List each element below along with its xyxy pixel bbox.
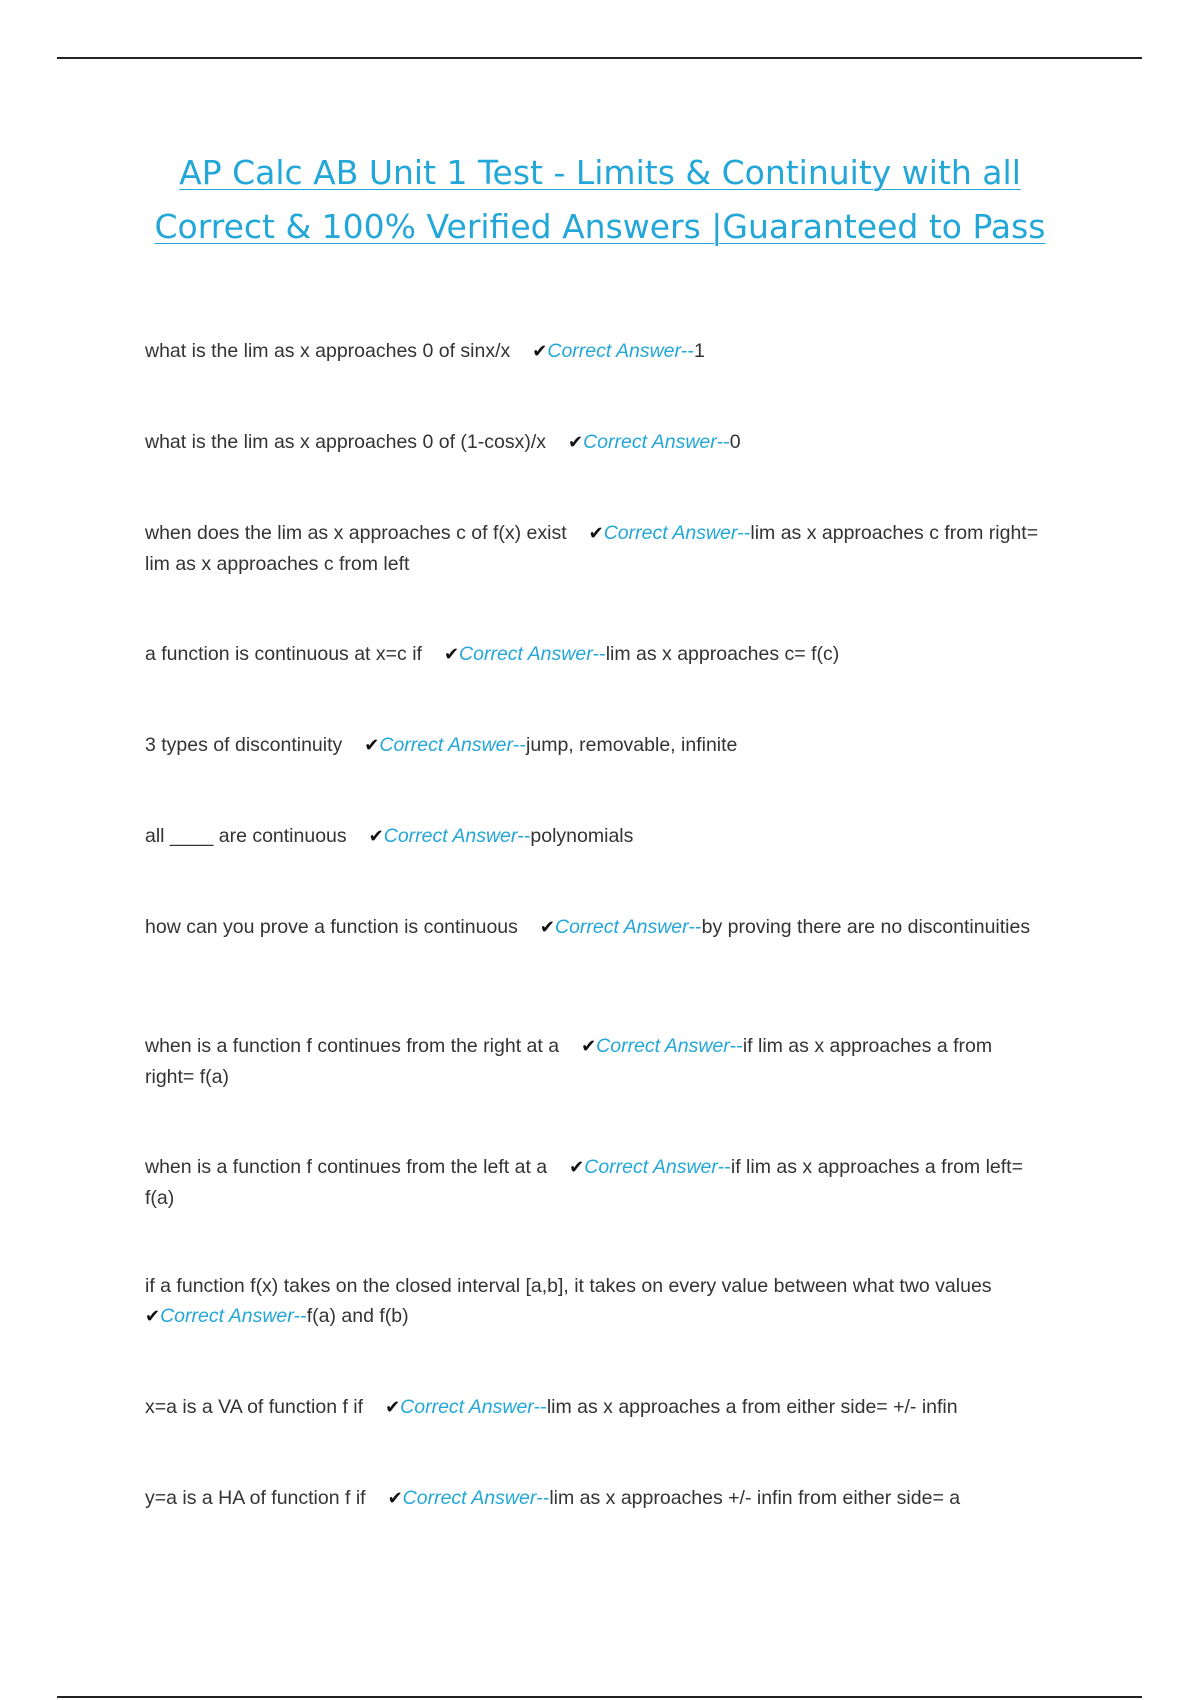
question-text: when does the lim as x approaches c of f(x) exist — [145, 522, 567, 544]
answer-label: Correct Answer — [547, 340, 682, 362]
check-icon: ✔ — [145, 1306, 161, 1327]
qa-item — [145, 1483, 1045, 1514]
answer-separator: -- — [293, 1305, 307, 1327]
qa-item — [145, 1152, 1045, 1213]
answer-separator: -- — [533, 1396, 547, 1418]
answer-text: lim as x approaches +/- infin from either side= a — [549, 1487, 961, 1509]
qa-item — [145, 518, 1045, 579]
qa-item — [145, 1271, 1045, 1332]
answer-separator: -- — [688, 916, 702, 938]
title-line-1[interactable]: AP Calc AB Unit 1 Test - Limits & Continuity with all — [179, 153, 1021, 192]
question-text: if a function f(x) takes on the closed interval [a,b], it takes on every value between what two values — [145, 1275, 992, 1297]
check-icon: ✔ — [581, 1036, 597, 1057]
question-text: what is the lim as x approaches 0 of sinx/x — [145, 340, 511, 362]
answer-text: f(a) and f(b) — [306, 1305, 409, 1327]
check-icon: ✔ — [443, 644, 460, 665]
answer-label: Correct Answer — [555, 916, 689, 938]
question-text: x=a is a VA of function f if — [145, 1396, 364, 1418]
qa-item — [145, 427, 1045, 458]
answer-separator: -- — [536, 1487, 550, 1509]
qa-item — [145, 1031, 1045, 1092]
answer-label: Correct Answer — [584, 1156, 718, 1178]
qa-item — [145, 1392, 1045, 1423]
check-icon: ✔ — [387, 1488, 403, 1509]
answer-separator: -- — [592, 643, 606, 665]
answer-text: lim as x approaches c= f(c) — [605, 643, 840, 665]
answer-text: if lim as x approaches a from right= f(a) — [145, 1035, 993, 1088]
answer-text: 0 — [729, 431, 741, 453]
answer-separator: -- — [717, 1156, 731, 1178]
question-text: a function is continuous at x=c if — [145, 643, 422, 665]
answer-text: lim as x approaches c from right= lim as x approaches c from left — [145, 522, 1039, 575]
answer-label: Correct Answer — [160, 1305, 294, 1327]
qa-item — [145, 730, 1045, 761]
answer-text: polynomials — [530, 825, 634, 847]
answer-label: Correct Answer — [459, 643, 593, 665]
answer-text: lim as x approaches a from either side= +/- infin — [546, 1396, 958, 1418]
answer-label: Correct Answer — [603, 522, 738, 544]
check-icon: ✔ — [568, 432, 584, 453]
question-text: how can you prove a function is continuous — [145, 916, 518, 938]
answer-text: by proving there are no discontinuities — [701, 916, 1031, 938]
question-text: 3 types of discontinuity — [145, 734, 343, 756]
title-line-2[interactable]: Correct & 100% Verified Answers |Guaranteed to Pass — [154, 207, 1046, 246]
answer-label: Correct Answer — [402, 1487, 537, 1509]
check-icon: ✔ — [532, 341, 548, 362]
check-icon: ✔ — [385, 1397, 401, 1418]
answer-text: if lim as x approaches a from left= f(a) — [145, 1156, 1023, 1209]
check-icon: ✔ — [368, 826, 384, 847]
question-text: when is a function f continues from the right at a — [145, 1035, 560, 1057]
question-text: y=a is a HA of function f if — [145, 1487, 366, 1509]
qa-item — [145, 639, 1045, 670]
answer-label: Correct Answer — [583, 431, 717, 453]
qa-item — [145, 912, 1045, 943]
answer-label: Correct Answer — [383, 825, 518, 847]
check-icon: ✔ — [569, 1157, 585, 1178]
question-text: all ____ are continuous — [145, 825, 347, 847]
answer-text: 1 — [694, 340, 705, 362]
qa-item — [145, 821, 1045, 852]
answer-label: Correct Answer — [400, 1396, 534, 1418]
answer-label: Correct Answer — [596, 1035, 730, 1057]
answer-separator: -- — [517, 825, 531, 847]
bottom-rule — [57, 1696, 1142, 1698]
answer-separator: -- — [729, 1035, 743, 1057]
answer-label: Correct Answer — [379, 734, 514, 756]
check-icon: ✔ — [588, 523, 604, 544]
answer-separator: -- — [737, 522, 751, 544]
qa-item — [145, 336, 1045, 367]
check-icon: ✔ — [539, 917, 555, 938]
answer-separator: -- — [681, 340, 695, 362]
answer-separator: -- — [513, 734, 527, 756]
answer-separator: -- — [716, 431, 730, 453]
question-text: what is the lim as x approaches 0 of (1-cosx)/x — [145, 431, 546, 453]
question-text: when is a function f continues from the left at a — [145, 1156, 548, 1178]
check-icon: ✔ — [364, 735, 380, 756]
answer-text: jump, removable, infinite — [526, 734, 738, 756]
